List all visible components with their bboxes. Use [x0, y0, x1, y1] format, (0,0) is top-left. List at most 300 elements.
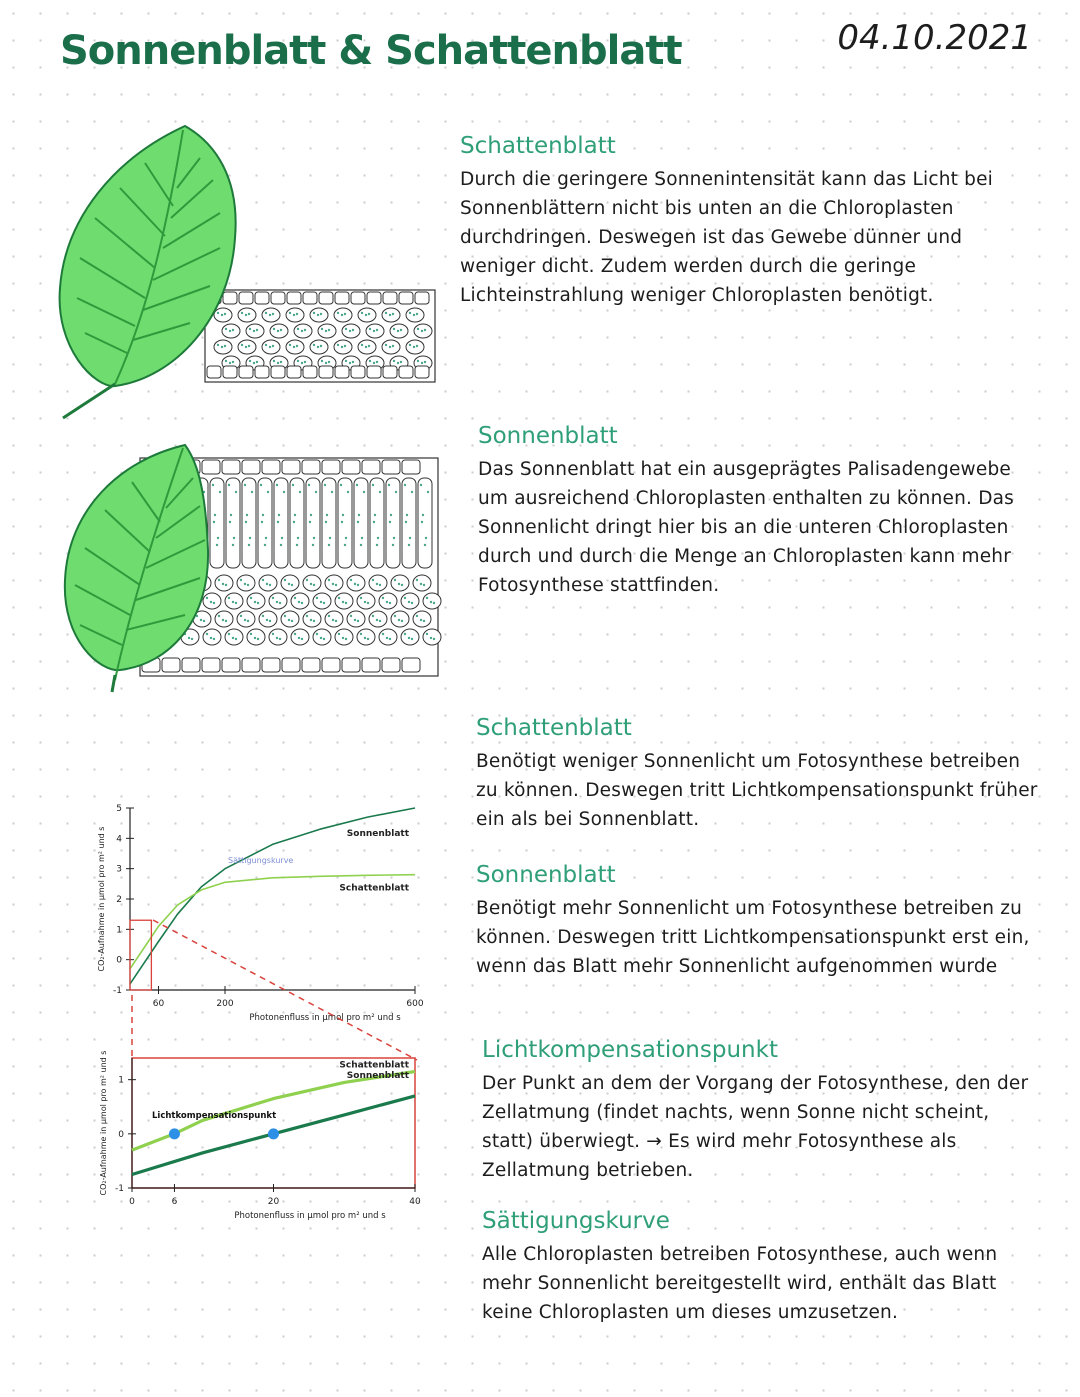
chloroplast-dot	[269, 620, 271, 622]
chloroplast-dot	[389, 521, 391, 523]
chloroplast-dot	[229, 521, 231, 523]
chloroplast-dot	[313, 584, 315, 586]
chloroplast-dot	[266, 619, 268, 621]
chloroplast-dot	[200, 619, 202, 621]
chloroplast-dot	[265, 344, 267, 346]
chloroplast-dot	[218, 615, 220, 617]
spongy-cell	[303, 575, 321, 591]
chloroplast-dot	[250, 597, 252, 599]
chloroplast-dot	[357, 584, 359, 586]
chloroplast-dot	[291, 584, 293, 586]
chloroplast-dot	[222, 583, 224, 585]
chloroplast-dot	[241, 344, 243, 346]
chloroplast-dot	[409, 344, 411, 346]
chloroplast-dot	[323, 602, 325, 604]
epidermis-cell	[162, 658, 180, 672]
x-tick-label: 40	[409, 1197, 421, 1207]
epidermis-cell	[202, 658, 220, 672]
chloroplast-dot	[267, 491, 269, 493]
spongy-cell	[215, 575, 233, 591]
y-axis-label: CO₂-Aufnahme in µmol pro m² und s	[99, 1050, 108, 1196]
x-tick-label: 6	[171, 1197, 178, 1207]
chloroplast-dot	[393, 537, 395, 539]
palisade-cell	[418, 478, 432, 568]
chloroplast-dot	[332, 619, 334, 621]
y-tick-label: 3	[116, 864, 122, 875]
chloroplast-dot	[345, 537, 347, 539]
chloroplast-dot	[361, 344, 363, 346]
epidermis-cell	[322, 658, 340, 672]
x-tick-label: 600	[406, 999, 424, 1009]
spongy-cell	[259, 575, 277, 591]
chloroplast-dot	[367, 602, 369, 604]
chloroplast-dot	[291, 620, 293, 622]
chloroplast-dot	[328, 544, 330, 546]
chloroplast-dot	[349, 362, 351, 364]
spongy-cell	[291, 593, 309, 609]
epidermis-cell	[402, 658, 420, 672]
chloroplast-dot	[232, 544, 234, 546]
chloroplast-dot	[361, 537, 363, 539]
chloroplast-dot	[373, 362, 375, 364]
chloroplast-dot	[427, 491, 429, 493]
chloroplast-dot	[350, 615, 352, 617]
chloroplast-dot	[210, 601, 212, 603]
chloroplast-dot	[389, 314, 391, 316]
epidermis-cell	[282, 460, 300, 474]
chloroplast-dot	[367, 638, 369, 640]
chloroplast-dot	[425, 537, 427, 539]
chloroplast-dot	[409, 312, 411, 314]
epidermis-cell	[282, 658, 300, 672]
chloroplast-dot	[421, 521, 423, 523]
chloroplast-dot	[325, 521, 327, 523]
y-axis-label: CO₂-Aufnahme in µmol pro m² und s	[97, 826, 106, 972]
chloroplast-dot	[254, 637, 256, 639]
epidermis-cell	[239, 292, 253, 304]
epidermis-cell	[367, 366, 381, 378]
chloroplast-dot	[417, 328, 419, 330]
palisade-cell	[226, 478, 240, 568]
chloroplast-dot	[338, 633, 340, 635]
chloroplast-dot	[394, 615, 396, 617]
chloroplast-dot	[229, 330, 231, 332]
epidermis-cell	[319, 366, 333, 378]
chloroplast-dot	[224, 345, 226, 347]
chloroplast-dot	[398, 619, 400, 621]
chloroplast-dot	[272, 345, 274, 347]
chloroplast-dot	[337, 312, 339, 314]
chloroplast-dot	[245, 521, 247, 523]
chloroplast-dot	[328, 615, 330, 617]
epidermis-cell	[302, 658, 320, 672]
chloroplast-dot	[188, 637, 190, 639]
chloroplast-dot	[240, 615, 242, 617]
chloroplast-dot	[420, 484, 422, 486]
epidermis-cell	[207, 366, 221, 378]
chloroplast-dot	[416, 615, 418, 617]
chloroplast-dot	[357, 521, 359, 523]
chloroplast-dot	[379, 584, 381, 586]
epidermis-cell	[322, 460, 340, 474]
chloroplast-dot	[406, 514, 408, 516]
chloroplast-dot	[293, 314, 295, 316]
chloroplast-dot	[221, 346, 223, 348]
chloroplast-dot	[421, 330, 423, 332]
epidermis-cell	[303, 366, 317, 378]
chloroplast-dot	[293, 346, 295, 348]
chloroplast-dot	[306, 615, 308, 617]
spongy-cell	[225, 593, 243, 609]
chloroplast-dot	[229, 362, 231, 364]
section-shade-leaf-2	[476, 715, 1040, 834]
chloroplast-dot	[365, 314, 367, 316]
epidermis-cell	[362, 658, 380, 672]
palisade-cell	[274, 478, 288, 568]
spongy-cell	[369, 611, 387, 627]
chloroplast-dot	[260, 484, 262, 486]
spongy-cell	[369, 575, 387, 591]
chloroplast-dot	[217, 344, 219, 346]
chloroplast-dot	[360, 597, 362, 599]
chloroplast-dot	[277, 330, 279, 332]
chloroplast-dot	[352, 329, 354, 331]
chloroplast-dot	[232, 637, 234, 639]
chloroplast-dot	[349, 330, 351, 332]
chloroplast-dot	[320, 345, 322, 347]
epidermis-cell	[367, 292, 381, 304]
spongy-cell	[379, 593, 397, 609]
epidermis-cell	[319, 292, 333, 304]
epidermis-cell	[182, 658, 200, 672]
chloroplast-dot	[293, 521, 295, 523]
chloroplast-dot	[313, 312, 315, 314]
y-tick-label: 4	[116, 834, 122, 845]
chloroplast-dot	[350, 579, 352, 581]
chloroplast-dot	[257, 638, 259, 640]
spongy-cell	[259, 611, 277, 627]
section-saturation-curve	[482, 1208, 1040, 1327]
chloroplast-dot	[379, 491, 381, 493]
palisade-cell	[210, 478, 224, 568]
chloroplast-dot	[244, 619, 246, 621]
chloroplast-dot	[416, 313, 418, 315]
spongy-cell	[247, 593, 265, 609]
series-label-schattenblatt: Schattenblatt	[339, 1060, 409, 1071]
chloroplast-dot	[321, 328, 323, 330]
shade-tissue-cross-section	[205, 290, 435, 382]
chloroplast-dot	[385, 312, 387, 314]
chloroplast-dot	[364, 601, 366, 603]
chloroplast-dot	[245, 346, 247, 348]
epidermis-cell	[271, 292, 285, 304]
chloroplast-dot	[376, 361, 378, 363]
chloroplast-dot	[388, 484, 390, 486]
spongy-cell	[303, 611, 321, 627]
spongy-cell	[203, 629, 221, 645]
chloroplast-dot	[310, 514, 312, 516]
chloroplast-dot	[363, 491, 365, 493]
chloroplast-dot	[392, 313, 394, 315]
chloroplast-dot	[411, 638, 413, 640]
x-tick-label: 200	[216, 999, 234, 1009]
chloroplast-dot	[376, 583, 378, 585]
chloroplast-dot	[386, 637, 388, 639]
chloroplast-dot	[304, 361, 306, 363]
chloroplast-dot	[298, 601, 300, 603]
chloroplast-dot	[409, 537, 411, 539]
chloroplast-dot	[232, 361, 234, 363]
spongy-cell	[335, 593, 353, 609]
chloroplast-dot	[379, 620, 381, 622]
chloroplast-dot	[386, 601, 388, 603]
spongy-cell	[347, 611, 365, 627]
chloroplast-dot	[246, 514, 248, 516]
epidermis-cell	[399, 366, 413, 378]
chloroplast-dot	[262, 615, 264, 617]
chloroplast-dot	[341, 314, 343, 316]
spongy-cell	[203, 593, 221, 609]
chloroplast-dot	[256, 329, 258, 331]
chloroplast-dot	[269, 584, 271, 586]
chloroplast-dot	[358, 514, 360, 516]
y-tick-label: -1	[113, 986, 122, 996]
chloroplast-dot	[253, 362, 255, 364]
chloroplast-dot	[376, 544, 378, 546]
chloroplast-dot	[206, 633, 208, 635]
chloroplast-dot	[345, 360, 347, 362]
section-heading: Schattenblatt	[476, 715, 632, 741]
chloroplast-dot	[248, 313, 250, 315]
chloroplast-dot	[281, 537, 283, 539]
chloroplast-dot	[324, 484, 326, 486]
chloroplast-dot	[430, 601, 432, 603]
spongy-cell	[423, 593, 441, 609]
chloroplast-dot	[345, 638, 347, 640]
spongy-cell	[413, 575, 431, 591]
chloroplast-dot	[273, 328, 275, 330]
chloroplast-dot	[249, 537, 251, 539]
epidermis-cell	[255, 366, 269, 378]
chloroplast-dot	[394, 579, 396, 581]
chloroplast-dot	[306, 579, 308, 581]
spongy-cell	[237, 575, 255, 591]
y-tick-label: 1	[118, 1075, 124, 1086]
chloroplast-dot	[360, 633, 362, 635]
chloroplast-dot	[294, 597, 296, 599]
chloroplast-dot	[389, 602, 391, 604]
chloroplast-dot	[213, 638, 215, 640]
section-sun-leaf-2	[476, 862, 1040, 981]
chloroplast-dot	[369, 328, 371, 330]
chloroplast-dot	[398, 583, 400, 585]
chloroplast-dot	[372, 484, 374, 486]
chloroplast-dot	[424, 361, 426, 363]
chloroplast-dot	[401, 584, 403, 586]
chloroplast-dot	[218, 579, 220, 581]
chloroplast-dot	[212, 484, 214, 486]
chloroplast-dot	[345, 602, 347, 604]
chloroplast-dot	[424, 329, 426, 331]
epidermis-cell	[383, 366, 397, 378]
epidermis-cell	[342, 658, 360, 672]
chloroplast-dot	[356, 484, 358, 486]
chloroplast-dot	[224, 313, 226, 315]
chloroplast-dot	[417, 360, 419, 362]
palisade-cell	[306, 478, 320, 568]
y-tick-label: 0	[116, 955, 122, 966]
chloroplast-dot	[360, 544, 362, 546]
epidermis-cell	[222, 658, 240, 672]
x-axis-label: Photonenfluss in µmol pro m² und s	[234, 1211, 386, 1221]
chloroplast-dot	[335, 584, 337, 586]
chloroplast-dot	[310, 583, 312, 585]
leaf-stem-icon	[112, 675, 115, 692]
epidermis-cell	[242, 460, 260, 474]
spongy-cell	[379, 629, 397, 645]
chloroplast-dot	[288, 583, 290, 585]
section-text: Das Sonnenblatt hat ein ausgeprägtes Palisadengewebe um ausreichend Chloroplasten enthalten zu können. Das Sonnenlicht dringt hier bis an die unteren Chloroplasten durch und durch die Menge an Chloroplasten kann mehr Fotosynthese stattfinden.	[478, 459, 1015, 596]
date-label: 04.10.2021	[837, 18, 1032, 58]
chloroplast-dot	[297, 537, 299, 539]
chloroplast-dot	[225, 328, 227, 330]
spongy-cell	[347, 575, 365, 591]
palisade-cell	[370, 478, 384, 568]
chloroplast-dot	[426, 633, 428, 635]
compensation-point-chart	[80, 1048, 430, 1233]
spongy-cell	[357, 629, 375, 645]
chloroplast-dot	[292, 484, 294, 486]
chloroplast-dot	[249, 328, 251, 330]
chloroplast-dot	[401, 620, 403, 622]
spongy-cell	[391, 611, 409, 627]
chloroplast-dot	[301, 602, 303, 604]
epidermis-cell	[402, 460, 420, 474]
chloroplast-dot	[332, 583, 334, 585]
section-heading: Sättigungskurve	[482, 1208, 670, 1234]
section-text: Alle Chloroplasten betreiben Fotosynthese, auch wenn mehr Sonnenlicht bereitgestellt wird, enthält das Blatt keine Chloroplasten um dieses umzusetzen.	[482, 1244, 998, 1323]
leaf-stem-icon	[63, 384, 115, 418]
spongy-cell	[391, 575, 409, 591]
chloroplast-dot	[217, 312, 219, 314]
section-heading: Sonnenblatt	[478, 423, 618, 449]
chloroplast-dot	[244, 583, 246, 585]
chloroplast-dot	[266, 583, 268, 585]
spongy-cell	[413, 611, 431, 627]
spongy-cell	[269, 629, 287, 645]
chloroplast-dot	[313, 344, 315, 346]
chloroplast-dot	[228, 633, 230, 635]
chloroplast-dot	[301, 330, 303, 332]
spongy-cell	[325, 611, 343, 627]
chloroplast-dot	[317, 314, 319, 316]
chloroplast-dot	[323, 638, 325, 640]
chloroplast-dot	[408, 637, 410, 639]
chloroplast-dot	[244, 484, 246, 486]
chloroplast-dot	[368, 345, 370, 347]
chloroplast-dot	[283, 491, 285, 493]
chloroplast-dot	[321, 360, 323, 362]
chart-annotation: Lichtkompensationspunkt	[152, 1111, 277, 1121]
section-text: Der Punkt an dem der Vorgang der Fotosynthese, den der Zellatmung (findet nachts, wenn Sonne nicht scheint, statt) überwiegt. → Es wird mehr Fotosynthese als Zellatmung betrieben.	[482, 1073, 1029, 1181]
chloroplast-dot	[257, 602, 259, 604]
chloroplast-dot	[269, 314, 271, 316]
chloroplast-dot	[250, 633, 252, 635]
epidermis-cell	[382, 460, 400, 474]
section-heading: Schattenblatt	[460, 133, 616, 159]
chloroplast-dot	[411, 602, 413, 604]
series-label-sonnenblatt: Sonnenblatt	[346, 1070, 409, 1081]
chloroplast-dot	[276, 637, 278, 639]
chloroplast-dot	[416, 579, 418, 581]
chloroplast-dot	[228, 484, 230, 486]
epidermis-cell	[351, 366, 365, 378]
epidermis-cell	[287, 366, 301, 378]
chloroplast-dot	[433, 638, 435, 640]
x-axis-label: Photonenfluss in µmol pro m² und s	[249, 1013, 401, 1023]
epidermis-cell	[399, 292, 413, 304]
chloroplast-dot	[423, 620, 425, 622]
section-compensation-point	[482, 1037, 1040, 1185]
spongy-cell	[423, 629, 441, 645]
chloroplast-dot	[251, 491, 253, 493]
chloroplast-dot	[354, 583, 356, 585]
chloroplast-dot	[280, 329, 282, 331]
section-sun-leaf-1	[478, 423, 1040, 600]
chloroplast-dot	[232, 601, 234, 603]
chloroplast-dot	[262, 514, 264, 516]
chloroplast-dot	[297, 328, 299, 330]
chloroplast-dot	[301, 362, 303, 364]
y-tick-label: -1	[115, 1184, 124, 1194]
chloroplast-dot	[377, 537, 379, 539]
chloroplast-dot	[294, 633, 296, 635]
page-title: Sonnenblatt & Schattenblatt	[60, 28, 682, 74]
chloroplast-dot	[344, 345, 346, 347]
chloroplast-dot	[261, 521, 263, 523]
spongy-cell	[281, 575, 299, 591]
chloroplast-dot	[325, 362, 327, 364]
chloroplast-dot	[404, 597, 406, 599]
chloroplast-dot	[280, 361, 282, 363]
chloroplast-dot	[240, 579, 242, 581]
y-tick-label: 2	[116, 895, 122, 905]
chloroplast-dot	[416, 345, 418, 347]
y-tick-label: 1	[116, 925, 122, 936]
chloroplast-dot	[395, 491, 397, 493]
chloroplast-dot	[225, 360, 227, 362]
chloroplast-dot	[265, 537, 267, 539]
chloroplast-dot	[312, 544, 314, 546]
chloroplast-dot	[248, 544, 250, 546]
chloroplast-dot	[206, 597, 208, 599]
epidermis-cell	[287, 292, 301, 304]
chloroplast-dot	[309, 521, 311, 523]
chloroplast-dot	[272, 633, 274, 635]
chloroplast-dot	[342, 601, 344, 603]
epidermis-cell	[223, 366, 237, 378]
compensation-point-marker	[169, 1128, 180, 1139]
zoom-connector-lines	[120, 915, 425, 1065]
chloroplast-dot	[217, 537, 219, 539]
chloroplast-dot	[296, 345, 298, 347]
epidermis-cell	[242, 658, 260, 672]
chloroplast-dot	[328, 579, 330, 581]
chloroplast-dot	[249, 360, 251, 362]
chloroplast-dot	[297, 360, 299, 362]
chloroplast-dot	[301, 638, 303, 640]
chloroplast-dot	[420, 619, 422, 621]
